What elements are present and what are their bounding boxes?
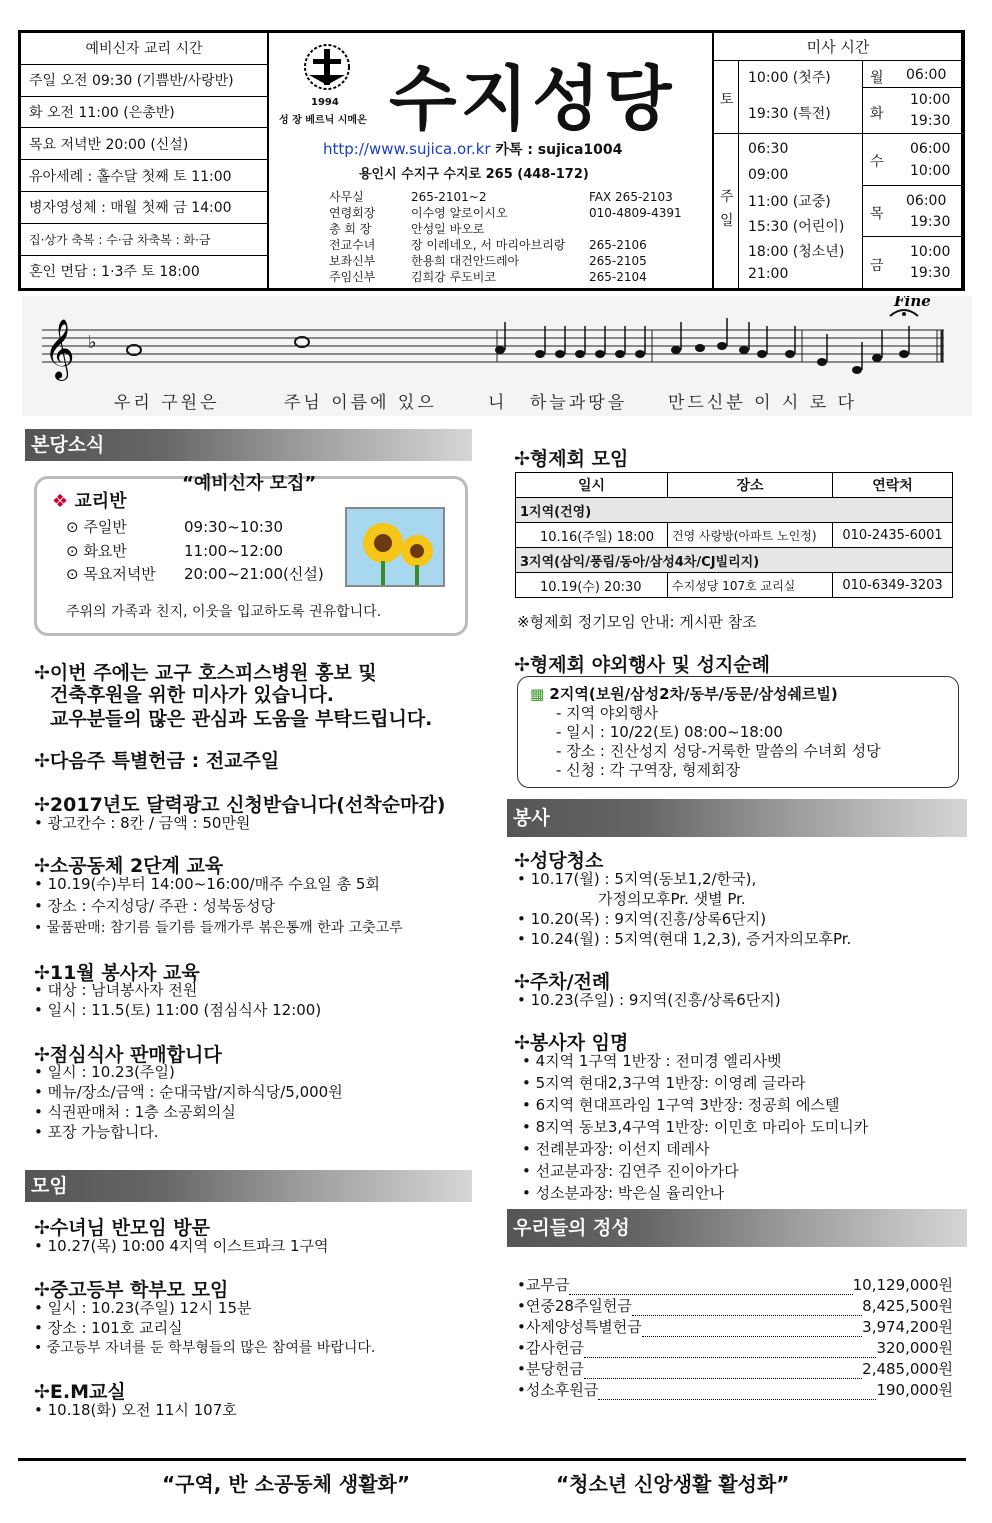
address: 용인시 수지구 수지로 265 (448-172) bbox=[359, 167, 589, 182]
catechism-title: 예비신자 교리 시간 bbox=[21, 33, 267, 65]
office-row: 총 회 장 안성일 바오로 bbox=[329, 222, 485, 236]
catechism-class-heading: ❖ 교리반 bbox=[52, 491, 127, 512]
meeting-title: ✢수녀님 반모임 방문 bbox=[34, 1217, 210, 1239]
table-row: 10.16(주일) 18:00 건영 사랑방(아파트 노인정) 010-2435-6001 bbox=[516, 523, 953, 548]
class-time: 09:30~10:30 bbox=[184, 518, 284, 536]
mass-time: 15:30 (어린이) bbox=[748, 219, 845, 235]
sunday-label: 주 일 bbox=[720, 189, 734, 229]
mass-time: 18:00 (청소년) bbox=[748, 244, 845, 260]
news-line: • 장소 : 수지성당/ 주관 : 성북동성당 bbox=[34, 897, 275, 915]
news-title: ✢소공동체 2단계 교육 bbox=[34, 855, 224, 877]
section-bar-news: 본당소식 bbox=[25, 429, 472, 461]
meeting-title: ✢E.M교실 bbox=[34, 1381, 126, 1403]
mass-time: 06:00 bbox=[906, 193, 947, 209]
table-header-row bbox=[516, 473, 953, 498]
news-line: • 10.19(수)부터 14:00~16:00/매주 수요일 총 5회 bbox=[34, 875, 380, 893]
service-line: • 10.17(월) : 5지역(동보1,2/한국), bbox=[517, 870, 757, 888]
service-line: 가정의모후Pr. 샛별 Pr. bbox=[517, 890, 746, 908]
schedule-row: 주일 오전 09:30 (기쁨반/사랑반) bbox=[21, 65, 267, 97]
class-time: 20:00~21:00(신설) bbox=[184, 565, 324, 583]
weekday-label: 수 bbox=[870, 154, 884, 170]
schedule-row: 화 오전 11:00 (은총반) bbox=[21, 97, 267, 129]
logo-year: 1994 bbox=[311, 97, 339, 108]
parish-info bbox=[269, 33, 712, 288]
news-line: • 일시 : 11.5(토) 11:00 (점심식사 12:00) bbox=[34, 1001, 322, 1019]
office-row: 보좌신부 한용희 대건안드레아 265-2105 bbox=[329, 254, 647, 268]
outing-line: - 일시 : 10/22(토) 08:00~18:00 bbox=[556, 723, 783, 741]
service-line: • 성소분과장: 박은실 율리안나 bbox=[522, 1184, 725, 1202]
parish-logo bbox=[297, 41, 357, 97]
weekday-label: 목 bbox=[870, 206, 884, 222]
weekday-label: 금 bbox=[870, 258, 884, 274]
news-line: • 포장 가능합니다. bbox=[34, 1123, 159, 1141]
mass-schedule bbox=[712, 33, 962, 288]
lyric: 하늘과땅을 bbox=[530, 393, 628, 413]
mass-time: 19:30 bbox=[910, 265, 951, 281]
bulletin-header bbox=[18, 30, 965, 291]
mass-time: 10:00 bbox=[910, 163, 951, 179]
schedule-row: 혼인 면담 : 1·3주 토 18:00 bbox=[29, 264, 200, 281]
news-title: ✢점심식사 판매합니다 bbox=[34, 1044, 222, 1066]
service-line: • 6지역 현대프라임 1구역 3반장: 정공희 에스텔 bbox=[522, 1096, 840, 1114]
recruit-note: 주위의 가족과 친지, 이웃을 입교하도록 권유합니다. bbox=[66, 604, 382, 620]
col-header: 일시 bbox=[516, 473, 668, 498]
service-line: • 선교분과장: 김연주 진이아가다 bbox=[522, 1162, 739, 1180]
logo-caption: 성 장 베르닉 시메온 bbox=[279, 115, 367, 126]
outing-head: ▦ 2지역(보원/삼성2차/동부/동문/삼성쉐르빌) bbox=[530, 685, 838, 703]
grid-icon: ▦ bbox=[530, 685, 545, 703]
service-title: ✢봉사자 임명 bbox=[514, 1032, 629, 1054]
office-row: 주임신부 김희강 루도비코 265-2104 bbox=[329, 270, 647, 284]
news-title: ✢11월 봉사자 교육 bbox=[34, 962, 200, 984]
lyric: 만드신분 이 시 로 다 bbox=[668, 393, 857, 413]
col-header: 연락처 bbox=[833, 473, 953, 498]
service-line: • 8지역 동보3,4구역 1반장: 이민호 마리아 도미니카 bbox=[522, 1118, 869, 1136]
mass-time: 19:30 (특전) bbox=[748, 106, 831, 122]
schedule-row: 목요 저녁반 20:00 (신설) bbox=[21, 128, 267, 160]
class-row: ⊙ 주일반 bbox=[66, 518, 127, 536]
mass-time: 09:00 bbox=[748, 167, 789, 183]
news-line: • 대상 : 남녀봉사자 전원 bbox=[34, 981, 198, 999]
office-row: 전교수녀 장 이레네오, 서 마리아브리랑 265-2106 bbox=[329, 238, 647, 252]
mass-time: 10:00 bbox=[910, 244, 951, 260]
news-title: ✢다음주 특별헌금 : 전교주일 bbox=[34, 750, 280, 772]
outing-line: - 지역 야외행사 bbox=[556, 704, 658, 722]
offering-row: • 분당헌금 2,485,000원 bbox=[517, 1360, 953, 1378]
news-title: ✢2017년도 달력광고 신청받습니다(선착순마감) bbox=[34, 794, 446, 816]
office-directory bbox=[329, 189, 682, 285]
offering-row: • 감사헌금 320,000원 bbox=[517, 1339, 953, 1357]
kakao-id: 카톡 : sujica1004 bbox=[495, 142, 623, 158]
news-line: • 식권판매처 : 1층 소공회의실 bbox=[34, 1103, 236, 1121]
recruit-title: “예비신자 모집” bbox=[182, 473, 317, 494]
weekday-label: 월 bbox=[870, 70, 884, 86]
schedule-row: 유아세례 : 홀수달 첫째 토 11:00 bbox=[21, 160, 267, 192]
service-line: • 10.24(월) : 5지역(현대 1,2,3), 증거자의모후Pr. bbox=[517, 930, 852, 948]
meeting-line: • 장소 : 101호 교리실 bbox=[34, 1319, 183, 1337]
mass-time: 19:30 bbox=[910, 214, 951, 230]
service-line: • 10.20(목) : 9지역(진흥/상록6단지) bbox=[517, 910, 767, 928]
schedule-row: 집·상가 축복 : 수·금 차축복 : 화·금 bbox=[21, 224, 267, 256]
service-title: ✢주차/전례 bbox=[514, 971, 611, 993]
footer-slogan-right: “청소년 신앙생활 활성화” bbox=[556, 1472, 790, 1496]
mass-time: 06:00 bbox=[910, 141, 951, 157]
diamond-icon: ❖ bbox=[52, 491, 69, 512]
fine-marking: Fine bbox=[894, 296, 931, 310]
class-time: 11:00~12:00 bbox=[184, 542, 284, 560]
mass-title: 미사 시간 bbox=[714, 33, 962, 61]
mass-time: 06:30 bbox=[748, 141, 789, 157]
office-row: 사무실 265-2101~2 FAX 265-2103 bbox=[329, 190, 673, 204]
news-line: • 물품판매: 참기름 들기름 들깨가루 볶은통깨 한과 고춧고루 bbox=[34, 920, 403, 936]
meeting-line: • 일시 : 10.23(주일) 12시 15분 bbox=[34, 1299, 252, 1317]
weekday-label: 화 bbox=[870, 106, 884, 122]
lyric: 니 bbox=[488, 393, 508, 413]
service-line: • 5지역 현대2,3구역 1반장: 이영례 글라라 bbox=[522, 1074, 806, 1092]
offering-row: • 연중28주일헌금 8,425,500원 bbox=[517, 1297, 953, 1315]
svg-text:𝄞: 𝄞 bbox=[44, 319, 75, 379]
contact-line bbox=[323, 139, 622, 159]
brothers-table bbox=[515, 472, 953, 598]
class-row: ⊙ 목요저녁반 bbox=[66, 565, 156, 583]
offering-row: • 교무금 10,129,000원 bbox=[517, 1276, 953, 1294]
website-link[interactable]: http://www.sujica.or.kr bbox=[323, 140, 491, 158]
parish-title: 수지성당 bbox=[389, 58, 676, 140]
saturday-label: 토 bbox=[720, 92, 734, 108]
news-line: • 일시 : 10.23(주일) bbox=[34, 1063, 175, 1081]
service-line: • 4지역 1구역 1반장 : 전미경 엘리사벳 bbox=[522, 1052, 782, 1070]
office-row: 연령회장 이수영 알로이시오 010-4809-4391 bbox=[329, 206, 682, 220]
outing-line: - 신청 : 각 구역장, 형제회장 bbox=[556, 761, 740, 779]
footer-divider bbox=[18, 1458, 966, 1461]
news-line: • 메뉴/장소/금액 : 순대국밥/지하식당/5,000원 bbox=[34, 1083, 343, 1101]
table-note: ※형제회 정기모임 안내: 게시판 참조 bbox=[517, 613, 757, 631]
offering-row: • 성소후원금 190,000원 bbox=[517, 1381, 953, 1399]
meeting-line: • 10.18(화) 오전 11시 107호 bbox=[34, 1401, 237, 1419]
lyric: 주님 이름에 있으 bbox=[284, 393, 437, 413]
meeting-title: ✢중고등부 학부모 모임 bbox=[34, 1279, 229, 1301]
mass-time: 19:30 bbox=[910, 113, 951, 129]
news-line: • 광고칸수 : 8칸 / 금액 : 50만원 bbox=[34, 814, 251, 832]
footer-slogan-left: “구역, 반 소공동체 생활화” bbox=[162, 1472, 410, 1496]
service-title: ✢성당청소 bbox=[514, 850, 604, 872]
mass-time: 10:00 bbox=[910, 92, 951, 108]
service-line: • 10.23(주일) : 9지역(진흥/상록6단지) bbox=[517, 991, 781, 1009]
table-group-row: 1지역(건영) bbox=[516, 498, 953, 523]
brothers-title: ✢형제회 모임 bbox=[514, 448, 629, 470]
news-title: ✢이번 주에는 교구 호스피스병원 홍보 및 bbox=[34, 662, 377, 684]
section-bar-service: 봉사 bbox=[507, 799, 967, 837]
table-group-row: 3지역(삼익/풍림/동아/삼성4차/CJ빌리지) bbox=[516, 548, 953, 573]
sunflower-image bbox=[345, 507, 445, 587]
mass-time: 11:00 (교중) bbox=[748, 194, 831, 210]
news-line: 교우분들의 많은 관심과 도움을 부탁드립니다. bbox=[50, 708, 433, 730]
class-row: ⊙ 화요반 bbox=[66, 542, 127, 560]
service-line: • 전례분과장: 이선지 데레사 bbox=[522, 1140, 710, 1158]
section-bar-offering: 우리들의 정성 bbox=[507, 1209, 967, 1247]
news-line: 건축후원을 위한 미사가 있습니다. bbox=[50, 684, 335, 706]
catechism-schedule bbox=[21, 33, 269, 288]
offering-row: • 사제양성특별헌금 3,974,200원 bbox=[517, 1318, 953, 1336]
meeting-line: • 중고등부 자녀를 둔 학부형들의 많은 참여를 바랍니다. bbox=[34, 1340, 376, 1356]
lyric: 우리 구원은 bbox=[114, 393, 220, 413]
outing-title: ✢형제회 야외행사 및 성지순례 bbox=[514, 654, 771, 676]
meeting-line: • 10.27(목) 10:00 4지역 이스트파크 1구역 bbox=[34, 1237, 329, 1255]
mass-time: 06:00 bbox=[906, 67, 947, 83]
mass-time: 21:00 bbox=[748, 266, 789, 282]
table-row: 10.19(수) 20:30 수지성당 107호 교리실 010-6349-3203 bbox=[516, 573, 953, 598]
svg-text:♭: ♭ bbox=[88, 332, 97, 353]
col-header: 장소 bbox=[668, 473, 833, 498]
outing-line: - 장소 : 진산성지 성당-거룩한 말씀의 수녀회 성당 bbox=[556, 742, 881, 760]
schedule-row: 병자영성체 : 매월 첫째 금 14:00 bbox=[21, 192, 267, 224]
section-bar-meetings: 모임 bbox=[25, 1170, 472, 1202]
mass-time: 10:00 (첫주) bbox=[748, 70, 831, 86]
